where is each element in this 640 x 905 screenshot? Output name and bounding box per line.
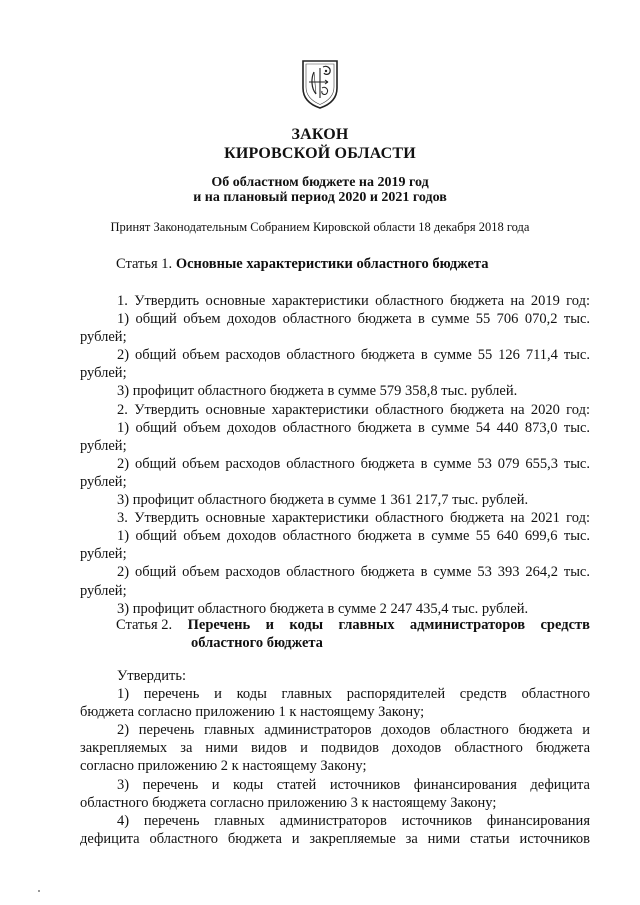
paragraph-line: рублей; (80, 546, 127, 563)
article2-name-word: Перечень (187, 617, 251, 633)
paragraph-line: 3) перечень и коды статей источников финансирования дефицита (117, 776, 590, 793)
paragraph-line: 4) перечень главных администраторов источников финансирования (117, 812, 590, 829)
paragraph-line: 1) общий объем доходов областного бюджета в сумме 54 440 873,0 тыс. (117, 419, 590, 436)
paragraph-line: 3. Утвердить основные характеристики областного бюджета на 2021 год: (117, 510, 590, 527)
article2-name-word: главных (338, 617, 395, 633)
paragraph-line: 2) общий объем расходов областного бюджета в сумме 53 079 655,3 тыс. (117, 455, 590, 472)
article1-body (80, 292, 590, 618)
paragraph-line: 2) общий объем расходов областного бюджета в сумме 55 126 711,4 тыс. (117, 347, 590, 364)
law-subtitle-line1: Об областном бюджете на 2019 год (211, 175, 429, 190)
law-title: ЗАКОН (291, 126, 349, 143)
paragraph-line: закрепляемых за ними видов и подвидов доходов областного бюджета (80, 740, 590, 757)
paragraph-line: Утвердить: (117, 668, 186, 684)
paragraph-line: 1. Утвердить основные характеристики областного бюджета на 2019 год: (117, 293, 590, 309)
paragraph-line: 3) профицит областного бюджета в сумме 579 358,8 тыс. рублей. (117, 383, 518, 400)
paragraph-line: бюджета согласно приложению 1 к настоящему Закону; (80, 704, 425, 721)
paragraph-line: 3) профицит областного бюджета в сумме 2 247 435,4 тыс. рублей. (117, 600, 529, 617)
paragraph-line: рублей; (80, 365, 127, 382)
article1-heading (116, 255, 488, 273)
paragraph-line: рублей; (80, 329, 127, 346)
paragraph-line: рублей; (80, 473, 127, 490)
paragraph-line: областного бюджета согласно приложению 3 к настоящему Закону; (80, 794, 497, 811)
article2-body (80, 667, 590, 848)
article2-name-line2: областного бюджета (191, 635, 323, 651)
article2-number: Статья 2. (116, 617, 173, 633)
article2-name-word: администраторов (409, 617, 526, 633)
paragraph-line: 1) общий объем доходов областного бюджета в сумме 55 706 070,2 тыс. (117, 311, 590, 328)
article2-name-word: и (265, 617, 274, 633)
paragraph-line: 1) общий объем доходов областного бюджета в сумме 55 640 699,6 тыс. (117, 528, 590, 545)
law-subtitle-line2: и на плановый период 2020 и 2021 годов (193, 190, 447, 205)
paragraph-line: рублей; (80, 437, 127, 454)
adoption-note: Принят Законодательным Собранием Кировской области 18 декабря 2018 года (110, 220, 530, 234)
scan-speck (38, 890, 40, 892)
paragraph-line: 2) общий объем расходов областного бюджета в сумме 53 393 264,2 тыс. (117, 564, 590, 581)
paragraph-line: 3) профицит областного бюджета в сумме 1 361 217,7 тыс. рублей. (117, 492, 529, 509)
kirov-coat-of-arms-icon (300, 58, 340, 110)
article2-name-word: средств (540, 617, 590, 633)
article1-number: Статья 1. (116, 256, 173, 272)
paragraph-line: 2. Утвердить основные характеристики областного бюджета на 2020 год: (117, 401, 590, 418)
law-region: КИРОВСКОЙ ОБЛАСТИ (224, 145, 416, 162)
paragraph-line: согласно приложению 2 к настоящему Закону; (80, 758, 367, 775)
article2-heading (116, 616, 590, 652)
paragraph-line: дефицита областного бюджета и закрепляемые за ними статьи источников (80, 830, 590, 847)
paragraph-line: рублей; (80, 582, 127, 599)
article2-name-word: коды (289, 617, 324, 633)
paragraph-line: 1) перечень и коды главных распорядителей средств областного (117, 686, 590, 703)
article1-name: Основные характеристики областного бюджета (175, 256, 489, 272)
paragraph-line: 2) перечень главных администраторов доходов областного бюджета и (117, 722, 590, 739)
